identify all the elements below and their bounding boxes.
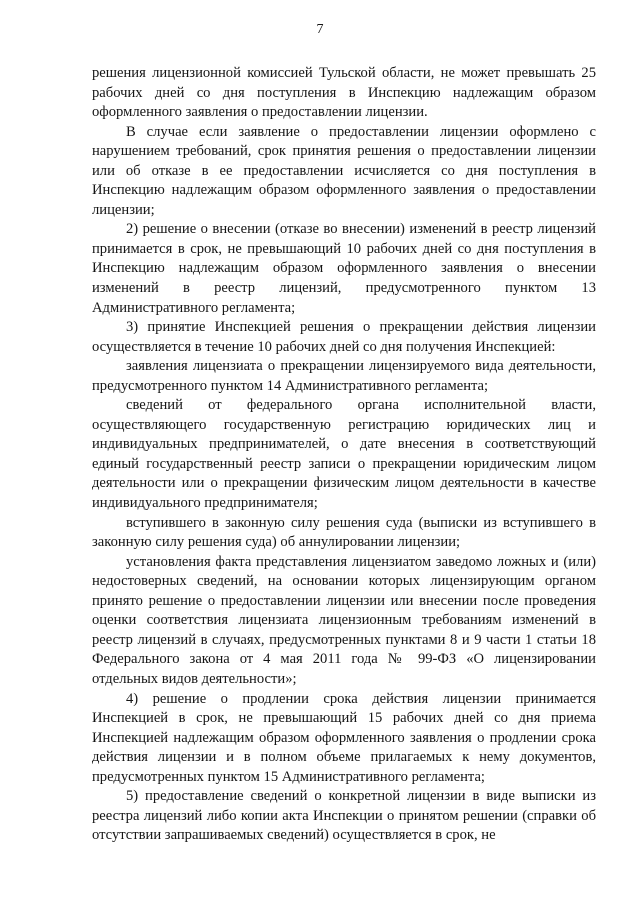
paragraph-2: В случае если заявление о предоставлении лицензии оформлено с нарушением требований, срок принятия решения о предоставлении лицензии или об отказе в ее предоставлении исчисляется со дня поступления в Инспекцию надлежащим образом оформленного заявления о предоставлении лицензии; — [92, 123, 596, 218]
paragraph-9: 4) решение о продлении срока действия лицензии принимается Инспекцией в срок, не превышающий 15 рабочих дней со дня приема Инспекцией надлежащим образом оформленного заявления о продлении срока действия лицензии и в полном объеме прилагаемых к нему документов, предусмотренных пунктом 15 Административного регламента; — [92, 690, 596, 785]
paragraph-7: вступившего в законную силу решения суда (выписки из вступившего в законную силу решения суда) об аннулировании лицензии; — [92, 514, 596, 551]
paragraph-5: заявления лицензиата о прекращении лицензируемого вида деятельности, предусмотренного пунктом 14 Административного регламента; — [92, 358, 596, 394]
paragraph-1: решения лицензионной комиссией Тульской области, не может превышать 25 рабочих дней со дня поступления в Инспекцию надлежащим образом оформленного заявления о предоставлении лицензии. — [92, 65, 596, 121]
paragraph-6: сведений от федерального органа исполнительной власти, осуществляющего государственную регистрацию юридических лиц и индивидуальных предпринимателей, о дате внесения в соответствующий единый государственный реестр записи о прекращении юридическим лицом деятельности или о прекращении физическим лицом деятельности в качестве индивидуального предпринимателя; — [92, 397, 596, 512]
document-body — [92, 64, 596, 846]
paragraph-8: установления факта представления лицензиатом заведомо ложных и (или) недостоверных сведений, на основании которых лицензирующим органом принято решение о предоставлении лицензии или внесении после проведения оценки соответствия лицензиата лицензионным требованиям изменений в реестр лицензий в случаях, предусмотренных пунктами 8 и 9 части 1 статьи 18 Федерального закона от 4 мая 2011 года № 99-ФЗ «О лицензировании отдельных видов деятельности»; — [92, 553, 596, 687]
page-number: 7 — [316, 22, 324, 37]
paragraph-3: 2) решение о внесении (отказе во внесении) изменений в реестр лицензий принимается в срок, не превышающий 10 рабочих дней со дня поступления в Инспекцию надлежащим образом оформленного заявления о внесении изменений в реестр лицензий, предусмотренного пунктом 13 Административного регламента; — [92, 221, 596, 316]
paragraph-10: 5) предоставление сведений о конкретной лицензии в виде выписки из реестра лицензий либо копии акта Инспекции о принятом решении (справки об отсутствии запрашиваемых сведений) осуществляется в срок, не — [92, 788, 596, 844]
paragraph-4: 3) принятие Инспекцией решения о прекращении действия лицензии осуществляется в течение 10 рабочих дней со дня получения Инспекцией: — [92, 319, 596, 355]
